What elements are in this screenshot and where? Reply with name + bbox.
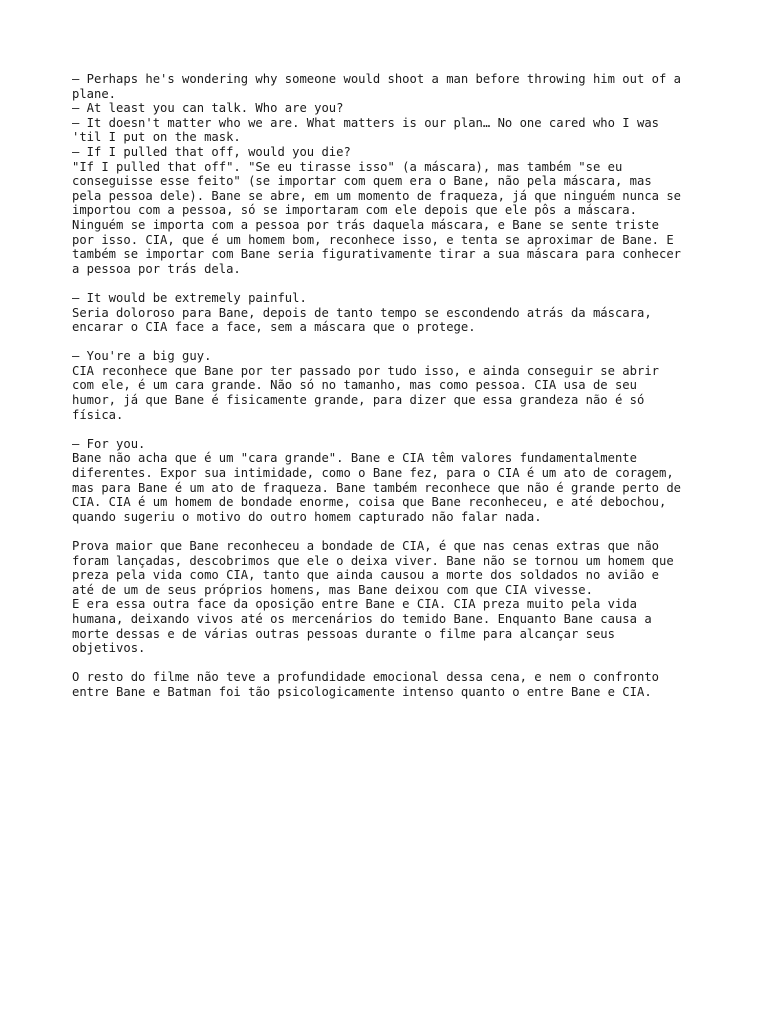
text-line: E era essa outra face da oposição entre Bane e CIA. CIA preza muito pela vida [72, 597, 637, 612]
document-page [72, 72, 702, 714]
paragraph [72, 539, 702, 656]
text-line: objetivos. [72, 641, 146, 656]
text-line: O resto do filme não teve a profundidade emocional dessa cena, e nem o confronto [72, 670, 659, 685]
text-line: — It would be extremely painful. [72, 290, 307, 305]
text-line: encarar o CIA face a face, sem a máscara que o protege. [72, 320, 476, 335]
text-line: por isso. CIA, que é um homem bom, reconhece isso, e tenta se aproximar de Bane. E [72, 232, 674, 247]
text-line: quando sugeriu o motivo do outro homem capturado não falar nada. [72, 509, 542, 524]
text-line: foram lançadas, descobrimos que ele o deixa viver. Bane não se tornou um homem que [72, 553, 674, 568]
text-line: plane. [72, 86, 117, 101]
text-line: também se importar com Bane seria figurativamente tirar a sua máscara para conhecer [72, 247, 682, 262]
text-line: conseguisse esse feito" (se importar com quem era o Bane, não pela máscara, mas [72, 174, 652, 189]
paragraph [72, 349, 702, 422]
text-line: "If I pulled that off". "Se eu tirasse isso" (a máscara), mas também "se eu [72, 159, 623, 174]
text-line: importou com a pessoa, só se importaram com ele depois que ele pôs a máscara. [72, 203, 637, 218]
text-line: preza pela vida como CIA, tanto que ainda causou a morte dos soldados no avião e [72, 568, 659, 583]
text-line: física. [72, 407, 124, 422]
text-line: Bane não acha que é um "cara grande". Bane e CIA têm valores fundamentalmente [72, 451, 637, 466]
paragraph [72, 72, 702, 276]
text-line: CIA reconhece que Bane por ter passado por tudo isso, e ainda conseguir se abrir [72, 363, 659, 378]
text-line: diferentes. Expor sua intimidade, como o Bane fez, para o CIA é um ato de coragem, [72, 466, 674, 481]
paragraph [72, 291, 702, 335]
text-line: pela pessoa dele). Bane se abre, em um momento de fraqueza, já que ninguém nunca se [72, 188, 682, 203]
text-line: Seria doloroso para Bane, depois de tanto tempo se escondendo atrás da máscara, [72, 305, 652, 320]
text-line: 'til I put on the mask. [72, 130, 241, 145]
text-line: Prova maior que Bane reconheceu a bondade de CIA, é que nas cenas extras que não [72, 539, 659, 553]
paragraph [72, 670, 702, 699]
text-line: — For you. [72, 436, 146, 451]
text-line: entre Bane e Batman foi tão psicologicamente intenso quanto o entre Bane e CIA. [72, 684, 652, 699]
text-line: — At least you can talk. Who are you? [72, 101, 344, 116]
text-line: a pessoa por trás dela. [72, 261, 241, 276]
text-line: — You're a big guy. [72, 349, 212, 364]
text-line: humana, deixando vivos até os mercenários do temido Bane. Enquanto Bane causa a [72, 611, 652, 626]
text-line: CIA. CIA é um homem de bondade enorme, coisa que Bane reconheceu, e até debochou, [72, 495, 667, 510]
text-line: — If I pulled that off, would you die? [72, 144, 351, 159]
text-line: morte dessas e de várias outras pessoas durante o filme para alcançar seus [72, 626, 615, 641]
text-line: — Perhaps he's wondering why someone would shoot a man before throwing him out of a [72, 72, 682, 86]
text-line: até de um de seus próprios homens, mas Bane deixou com que CIA vivesse. [72, 582, 593, 597]
text-line: Ninguém se importa com a pessoa por trás daquela máscara, e Bane se sente triste [72, 217, 659, 232]
text-line: — It doesn't matter who we are. What matters is our plan… No one cared who I was [72, 115, 659, 130]
paragraph [72, 437, 702, 525]
text-line: com ele, é um cara grande. Não só no tamanho, mas como pessoa. CIA usa de seu [72, 378, 637, 393]
text-line: mas para Bane é um ato de fraqueza. Bane também reconhece que não é grande perto de [72, 480, 682, 495]
text-line: humor, já que Bane é fisicamente grande, para dizer que essa grandeza não é só [72, 393, 645, 408]
